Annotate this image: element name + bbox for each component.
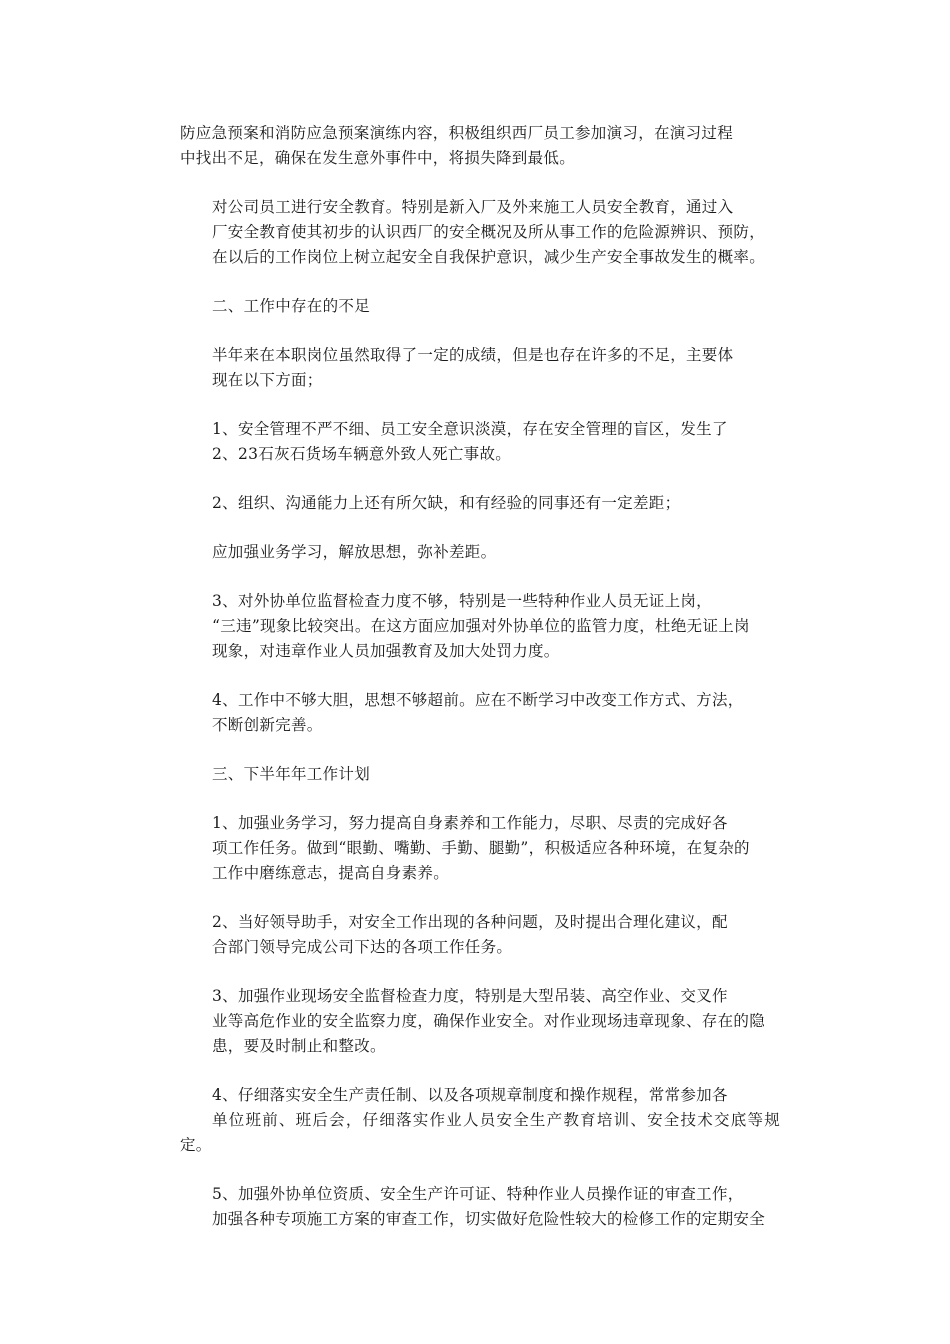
paragraph: [180, 589, 780, 664]
text-line: 3、对外协单位监督检查力度不够，特别是一些特种作业人员无证上岗，: [212, 592, 712, 610]
paragraph: [180, 984, 780, 1059]
paragraph: [180, 343, 780, 393]
text-line: 项工作任务。做到“眼勤、嘴勤、手勤、腿勤”，积极适应各种环境，在复杂的: [212, 839, 750, 857]
text-line: 3、加强作业现场安全监督检查力度，特别是大型吊装、高空作业、交叉作: [212, 987, 728, 1005]
text-line: 应加强业务学习，解放思想，弥补差距。: [212, 543, 497, 561]
text-line: 2、23石灰石货场车辆意外致人死亡事故。: [212, 445, 512, 463]
paragraph: [180, 910, 780, 960]
text-line: 单位班前、班后会，仔细落实作业人员安全生产教育培训、安全技术交底等规定。: [180, 1111, 780, 1154]
paragraph: [180, 417, 780, 467]
text-line: 1、加强业务学习，努力提高自身素养和工作能力，尽职、尽责的完成好各: [212, 814, 728, 832]
text-line: 三、下半年年工作计划: [212, 765, 371, 783]
text-line: 5、加强外协单位资质、安全生产许可证、特种作业人员操作证的审查工作，: [212, 1185, 744, 1203]
text-line: 1、安全管理不严不细、员工安全意识淡漠，存在安全管理的盲区，发生了: [212, 420, 728, 438]
text-line: 4、工作中不够大胆，思想不够超前。应在不断学习中改变工作方式、方法，: [212, 691, 744, 709]
text-line: 业等高危作业的安全监察力度，确保作业安全。对作业现场违章现象、存在的隐: [212, 1012, 766, 1030]
text-line: 二、工作中存在的不足: [212, 297, 371, 315]
paragraph: [180, 811, 780, 886]
text-line: 现在以下方面；: [212, 371, 323, 389]
paragraph: [180, 121, 780, 171]
text-line: 工作中磨练意志，提高自身素养。: [212, 864, 450, 882]
text-line: “三违”现象比较突出。在这方面应加强对外协单位的监管力度，杜绝无证上岗: [212, 617, 750, 635]
text-line: 合部门领导完成公司下达的各项工作任务。: [212, 938, 513, 956]
paragraph: [180, 1182, 780, 1232]
document-page: [180, 121, 780, 1256]
text-line: 加强各种专项施工方案的审查工作，切实做好危险性较大的检修工作的定期安全: [212, 1210, 766, 1228]
text-line: 2、当好领导助手，对安全工作出现的各种问题，及时提出合理化建议，配: [212, 913, 728, 931]
text-line: 中找出不足，确保在发生意外事件中，将损失降到最低。: [180, 149, 576, 167]
paragraph: [180, 491, 780, 516]
text-line: 厂安全教育使其初步的认识西厂的安全概况及所从事工作的危险源辨识、预防，: [212, 223, 766, 241]
text-line: 4、仔细落实安全生产责任制、以及各项规章制度和操作规程，常常参加各: [212, 1086, 728, 1104]
paragraph: [180, 688, 780, 738]
text-line: 现象，对违章作业人员加强教育及加大处罚力度。: [212, 642, 560, 660]
paragraph: [180, 762, 780, 787]
paragraph: [180, 540, 780, 565]
text-line: 对公司员工进行安全教育。特别是新入厂及外来施工人员安全教育，通过入: [212, 198, 734, 216]
paragraph: [180, 294, 780, 319]
text-line: 防应急预案和消防应急预案演练内容，积极组织西厂员工参加演习，在演习过程: [180, 124, 734, 142]
paragraph: [180, 195, 780, 270]
text-line: 在以后的工作岗位上树立起安全自我保护意识，减少生产安全事故发生的概率。: [212, 248, 766, 266]
text-line: 2、组织、沟通能力上还有所欠缺，和有经验的同事还有一定差距；: [212, 494, 681, 512]
text-line: 半年来在本职岗位虽然取得了一定的成绩，但是也存在许多的不足，主要体: [212, 346, 734, 364]
text-line: 患，要及时制止和整改。: [212, 1037, 386, 1055]
text-line: 不断创新完善。: [212, 716, 323, 734]
paragraph: [180, 1083, 780, 1158]
